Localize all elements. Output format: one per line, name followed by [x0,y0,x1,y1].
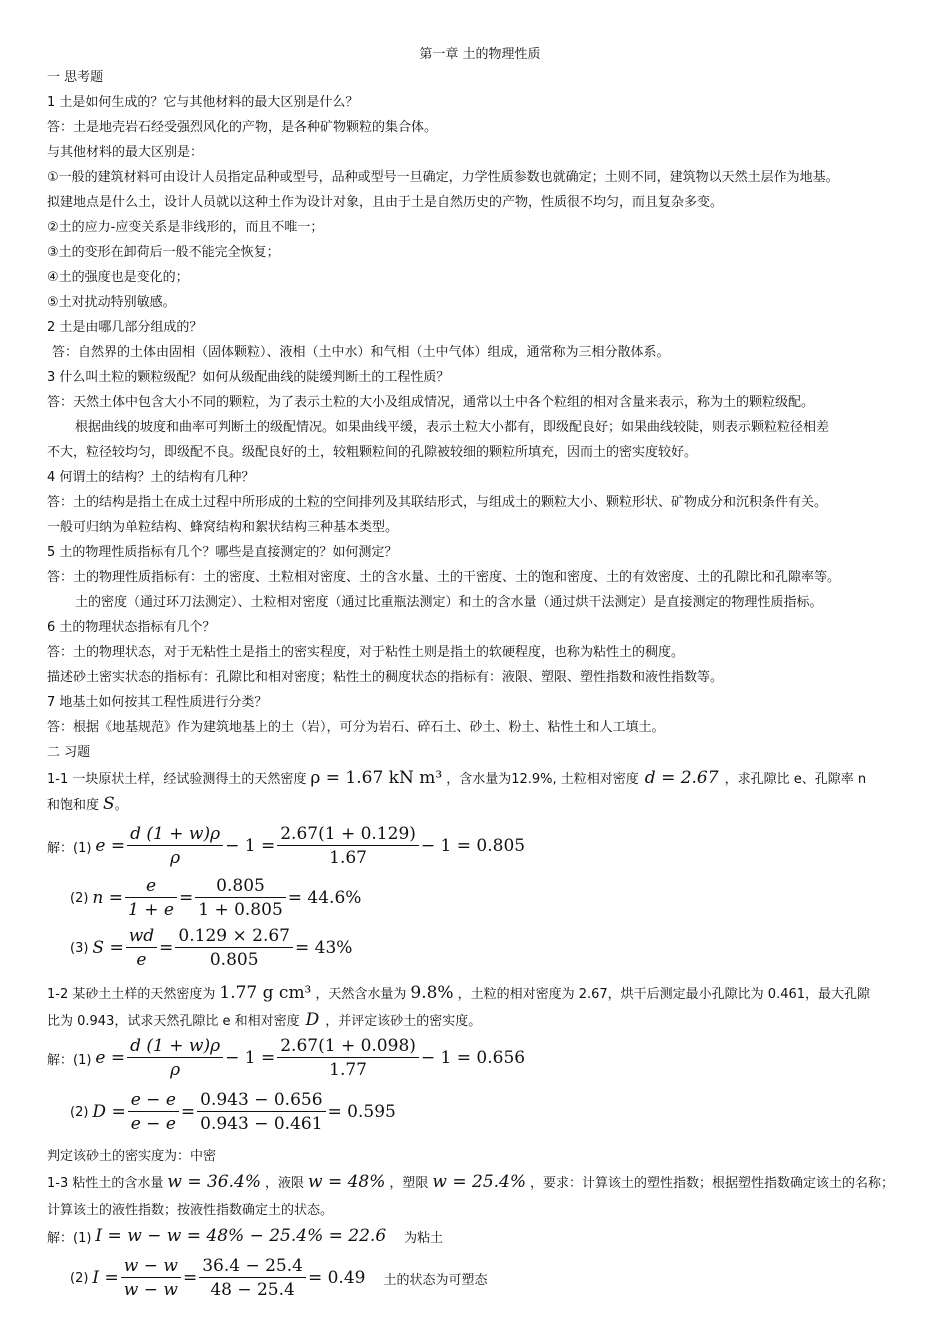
answer-3-line: 根据曲线的坡度和曲率可判断土的级配情况。如果曲线平缓，表示土粒大小都有，即级配良好；如果曲线较陡，则表示颗粒粒径相差 [75,420,830,435]
answer-5-line: 答：土的物理性质指标有：土的密度、土粒相对密度、土的含水量、土的干密度、土的饱和密度、土的有效密度、土的孔隙比和孔隙率等。 [47,570,841,585]
section-heading: 二 习题 [47,745,91,760]
chapter-title: 第一章 土的物理性质 [419,47,541,62]
question-5: 5 土的物理性质指标有几个？哪些是直接测定的？如何测定？ [47,545,398,560]
problem-1-3-line: 计算该土的液性指数；按液性指数确定土的状态。 [47,1203,334,1218]
answer-4-line: 答：土的结构是指土在成土过程中所形成的土粒的空间排列及其联结形式，与组成土的颗粒大小、颗粒形状、矿物成分和沉积条件有关。 [47,495,828,510]
answer-1-line: ⑤土对扰动特别敏感。 [47,295,176,310]
equation-1-3-1: 解：(1) I = w − w = 48% − 25.4% = 22.6 为粘土 [47,1226,444,1246]
question-1: 1 土是如何生成的？它与其他材料的最大区别是什么？ [47,95,359,110]
question-6: 6 土的物理状态指标有几个？ [47,620,216,635]
equation-1-1-1: 解：(1) e = $\frac{d (1 + w)\rho}{\rho}$ − 1 = $\frac{2.67(1 + 0.129)}{1.67}$ − 1 = 0.805 [47,824,526,868]
relative-density-value: d = 2.67 [644,768,719,788]
equation-1-2-2: (2) D = $\frac{e - e}{e - e}$ = $\frac{0.943 - 0.656}{0.943 - 0.461}$ = 0.595 [70,1090,396,1134]
answer-3-line: 答：天然土体中包含大小不同的颗粒，为了表示土粒的大小及组成情况，通常以土中各个粒组的相对含量来表示，称为土的颗粒级配。 [47,395,815,410]
answer-1-line: 答：土是地壳岩石经受强烈风化的产物，是各种矿物颗粒的集合体。 [47,120,438,135]
problem-1-2-line: 比为 0.943，试求天然孔隙比 e 和相对密度 D ，并评定该砂土的密实度。 [47,1010,482,1030]
answer-1-line: ①一般的建筑材料可由设计人员指定品种或型号，品种或型号一旦确定，力学性质参数也就确定；土则不同，建筑物以天然土层作为地基。 [47,170,839,185]
section-heading: 一 思考题 [47,70,104,85]
equation-1-3-2: (2) I = $\frac{w - w}{w - w}$ = $\frac{36.4 - 25.4}{48 - 25.4}$ = 0.49 土的状态为可塑态 [70,1256,488,1300]
answer-2: 答：自然界的土体由固相（固体颗粒）、液相（土中水）和气相（土中气体）组成，通常称为三相分散体系。 [52,345,670,360]
answer-1-line: ②土的应力-应变关系是非线形的，而且不唯一； [47,220,324,235]
question-4: 4 何谓土的结构？土的结构有几种？ [47,470,255,485]
answer-4-line: 一般可归纳为单粒结构、蜂窝结构和絮状结构三种基本类型。 [47,520,399,535]
answer-3-line: 不大，粒径较均匀，即级配不良。级配良好的土，较粗颗粒间的孔隙被较细的颗粒所填充，因而土的密实度较好。 [47,445,698,460]
problem-1-2-judgement: 判定该砂土的密实度为：中密 [47,1149,217,1164]
answer-1-line: ④土的强度也是变化的； [47,270,189,285]
problem-1-1-line: 和饱和度 S。 [47,794,128,814]
question-7: 7 地基土如何按其工程性质进行分类？ [47,695,268,710]
equation-1-2-1: 解：(1) e = $\frac{d (1 + w)\rho}{\rho}$ − 1 = $\frac{2.67(1 + 0.098)}{1.77}$ − 1 = 0.656 [47,1036,526,1080]
answer-7: 答：根据《地基规范》作为建筑地基上的土（岩），可分为岩石、碎石土、砂土、粉土、粘性土和人工填土。 [47,720,665,735]
question-2: 2 土是由哪几部分组成的？ [47,320,203,335]
answer-1-line: 与其他材料的最大区别是： [47,145,204,160]
density-value: ρ = 1.67 kN m³ [310,768,443,788]
answer-1-line: 拟建地点是什么土，设计人员就以这种土作为设计对象，且由于土是自然历史的产物，性质很不均匀，而且复杂多变。 [47,195,724,210]
equation-1-1-3: (3) S = $\frac{wd}{e}$ = $\frac{0.129 \times 2.67}{0.805}$ = 43% [70,926,353,970]
answer-6-line: 描述砂土密实状态的指标有：孔隙比和相对密度；粘性土的稠度状态的指标有：液限、塑限、塑性指数和液性指数等。 [47,670,724,685]
equation-1-1-2: (2) n = $\frac{e}{1 + e}$ = $\frac{0.805}{1 + 0.805}$ = 44.6% [70,876,362,920]
problem-1-1-line: 1-1 一块原状土样，经试验测得土的天然密度 ρ = 1.67 kN m³ ，含水量为12.9%, 土粒相对密度 d = 2.67 ，求孔隙比 e、孔隙率 n [47,768,867,788]
problem-1-3-line: 1-3 粘性土的含水量 w = 36.4% ，液限 w = 48% ，塑限 w = 25.4% ，要求：计算该土的塑性指数；根据塑性指数确定该土的名称； [47,1172,895,1192]
answer-6-line: 答：土的物理状态，对于无粘性土是指土的密实程度，对于粘性土则是指土的软硬程度，也称为粘性土的稠度。 [47,645,685,660]
answer-1-line: ③土的变形在卸荷后一般不能完全恢复； [47,245,280,260]
answer-5-line: 土的密度（通过环刀法测定）、土粒相对密度（通过比重瓶法测定）和土的含水量（通过烘干法测定）是直接测定的物理性质指标。 [75,595,823,610]
problem-1-2-line: 1-2 某砂土土样的天然密度为 1.77 g cm³ ，天然含水量为 9.8% ，土粒的相对密度为 2.67，烘干后测定最小孔隙比为 0.461，最大孔隙 [47,983,871,1003]
question-3: 3 什么叫土粒的颗粒级配？如何从级配曲线的陡缓判断土的工程性质？ [47,370,450,385]
